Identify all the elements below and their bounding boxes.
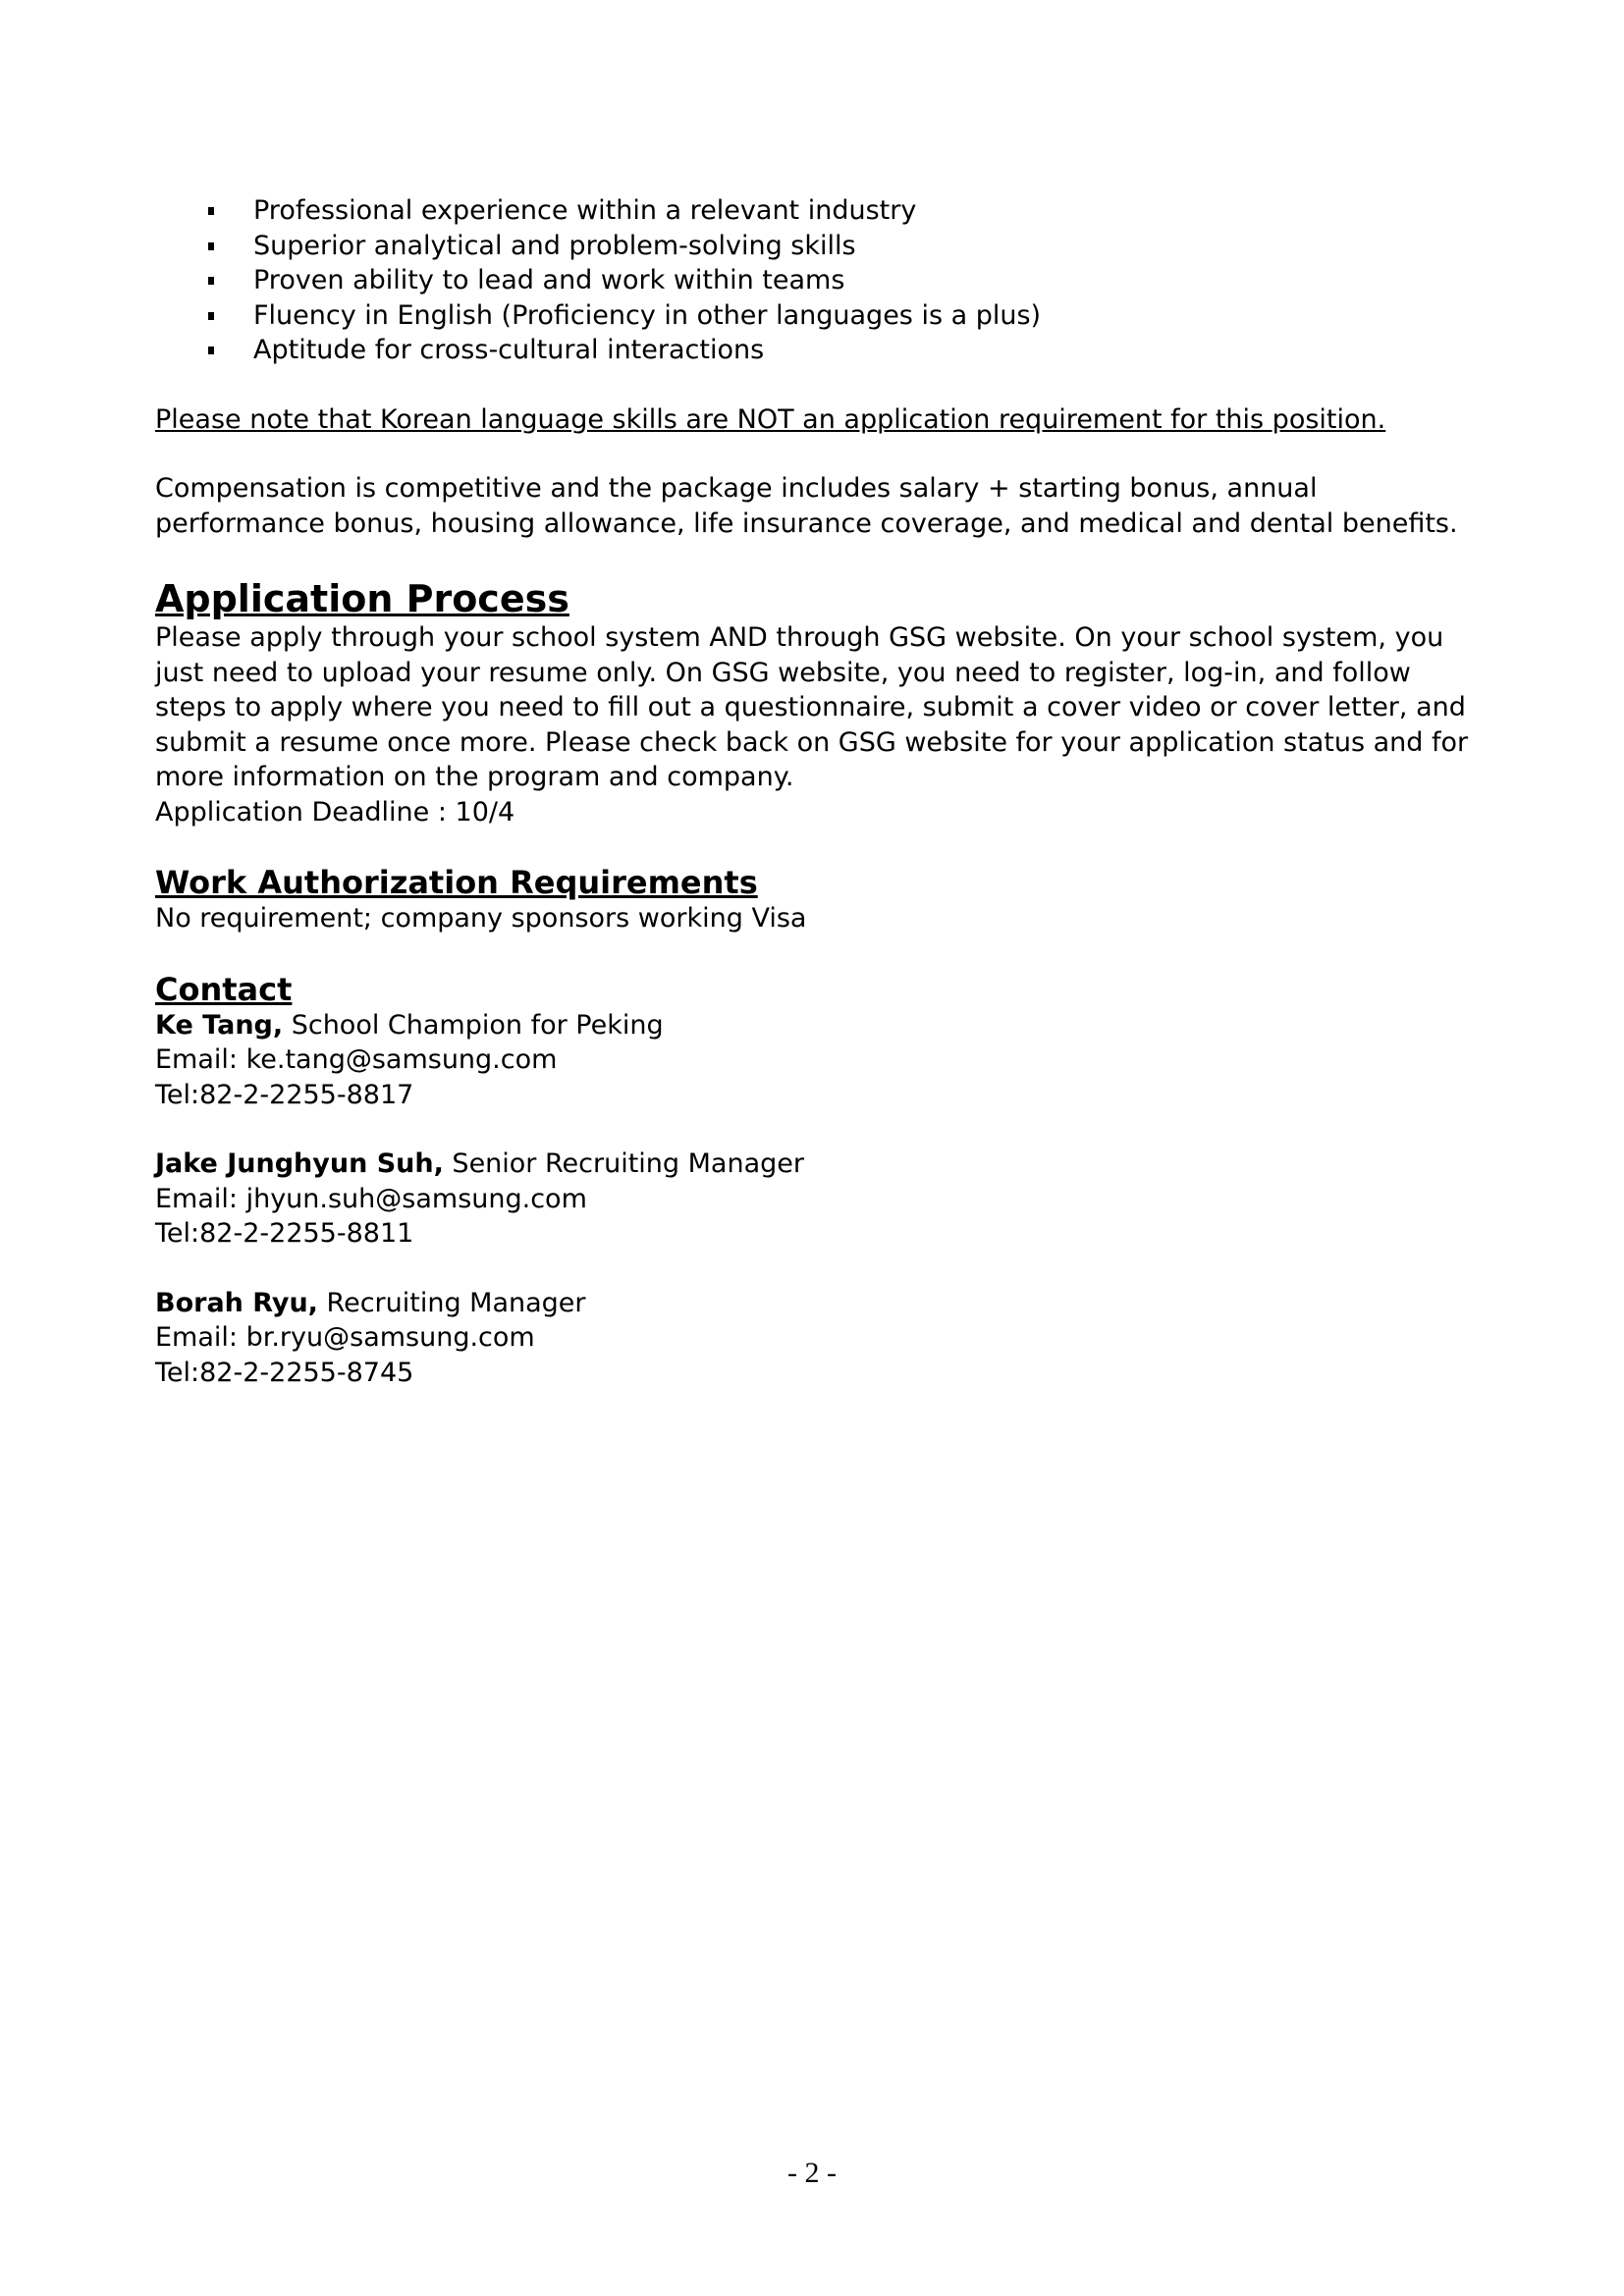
contact-phone: Tel:82-2-2255-8817: [155, 1079, 414, 1110]
list-item: Proven ability to lead and work within teams: [155, 263, 1471, 298]
document-body: [155, 193, 1471, 1390]
contact-heading: Contact: [155, 970, 293, 1008]
contact-email: Email: jhyun.suh@samsung.com: [155, 1183, 587, 1214]
square-bullet-icon: [208, 207, 214, 215]
list-item: Aptitude for cross-cultural interactions: [155, 333, 1471, 368]
contact-name: Ke Tang,: [155, 1009, 284, 1041]
contact-phone: Tel:82-2-2255-8745: [155, 1357, 414, 1388]
contact-role: Recruiting Manager: [317, 1287, 586, 1318]
language-note: Please note that Korean language skills are NOT an application requirement for this position.: [155, 403, 1386, 435]
application-process-body: Please apply through your school system AND through GSG website. On your school system, you just need to upload your resume only. On GSG website, you need to register, log-in, and follow steps to apply where you need to fill out a questionnaire, submit a cover video or cover letter, and submit a resume once more. Please check back on GSG website for your application status and for more information on the program and company.: [155, 622, 1469, 792]
list-item: Fluency in English (Proficiency in other languages is a plus): [155, 298, 1471, 334]
list-item: Professional experience within a relevant industry: [155, 193, 1471, 229]
contact-card: [155, 1147, 1471, 1252]
contact-role: School Champion for Peking: [283, 1009, 664, 1041]
application-process-heading: Application Process: [155, 577, 569, 620]
contact-email: Email: br.ryu@samsung.com: [155, 1322, 535, 1353]
work-authorization-heading: Work Authorization Requirements: [155, 864, 758, 901]
compensation-paragraph: Compensation is competitive and the package includes salary + starting bonus, annual performance bonus, housing allowance, life insurance coverage, and medical and dental benefits.: [155, 473, 1458, 539]
list-item: Superior analytical and problem-solving skills: [155, 229, 1471, 264]
application-deadline: Application Deadline : 10/4: [155, 796, 515, 828]
requirements-list: [155, 193, 1471, 368]
square-bullet-icon: [208, 312, 214, 320]
contact-name: Jake Junghyun Suh,: [155, 1148, 444, 1179]
contact-email: Email: ke.tang@samsung.com: [155, 1044, 558, 1075]
contact-card: [155, 1008, 1471, 1113]
contact-name: Borah Ryu,: [155, 1287, 318, 1318]
square-bullet-icon: [208, 347, 214, 354]
square-bullet-icon: [208, 242, 214, 250]
contact-role: Senior Recruiting Manager: [443, 1148, 804, 1179]
contact-card: [155, 1286, 1471, 1391]
contact-phone: Tel:82-2-2255-8811: [155, 1218, 414, 1249]
work-authorization-body: No requirement; company sponsors working Visa: [155, 903, 807, 934]
square-bullet-icon: [208, 277, 214, 285]
page-number: - 2 -: [787, 2157, 837, 2189]
